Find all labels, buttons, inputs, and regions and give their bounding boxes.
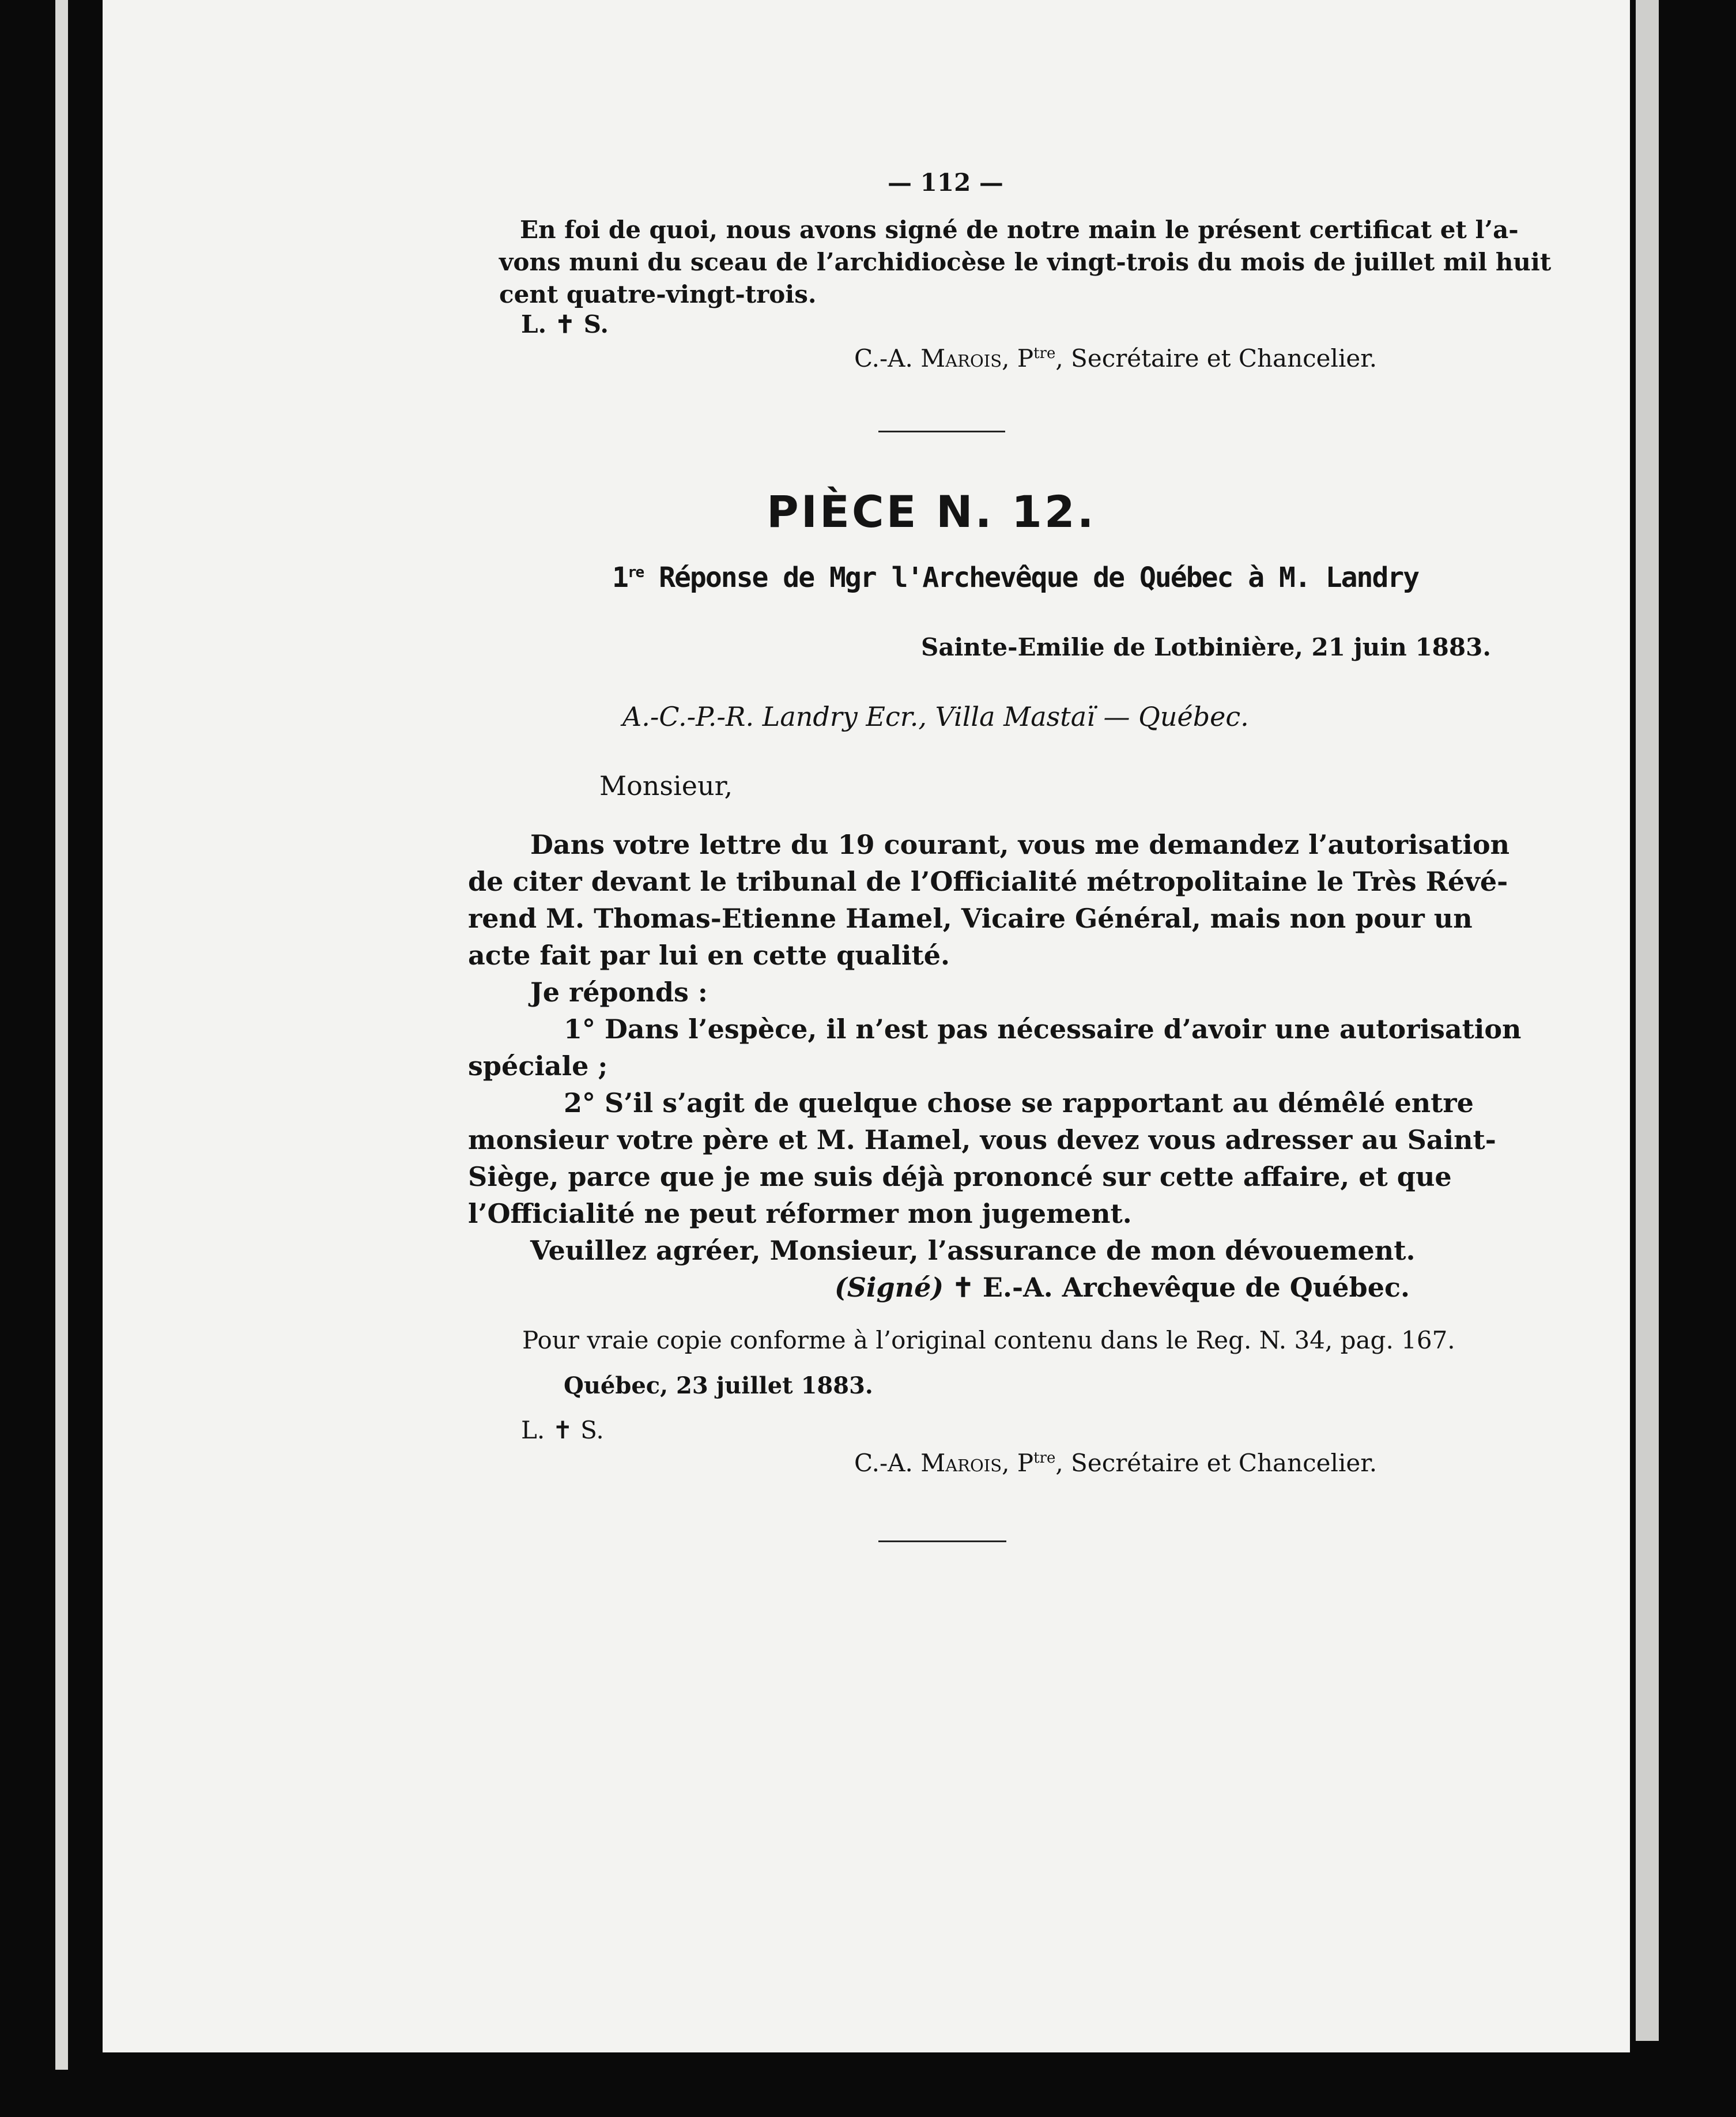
page-number: — 112 —	[888, 168, 1003, 197]
divider-bottom	[878, 1540, 1006, 1542]
dateline: Sainte-Emilie de Lotbinière, 21 juin 1883.	[921, 633, 1491, 661]
seal-top: L. ✝ S.	[521, 310, 609, 338]
closing-line: Veuillez agréer, Monsieur, l’assurance de mon dévouement.	[530, 1235, 1416, 1266]
page-edge-right	[1636, 0, 1659, 2041]
reply-line: Je réponds :	[530, 977, 708, 1008]
item-2-line-1: 2° S’il s’agit de quelque chose se rapportant au démêlé entre	[564, 1087, 1474, 1118]
body-line-4: acte fait par lui en cette qualité.	[468, 940, 950, 971]
page-edge-left	[55, 0, 68, 2070]
signature-bottom: C.-A. Marois, $P^{tre}$, Secrétaire et Chancelier.	[854, 1449, 1378, 1477]
signed-line: (Signé) ✝ E.-A. Archevêque de Québec.	[835, 1272, 1410, 1303]
seal-bottom: L. ✝ S.	[521, 1416, 604, 1444]
item-1-line-1: 1° Dans l’espèce, il n’est pas nécessaire d’avoir une autorisation	[564, 1014, 1522, 1045]
salutation: Monsieur,	[599, 770, 733, 801]
signature-top: C.-A. Marois, $P^{tre}$, Secrétaire et Chancelier.	[854, 344, 1378, 372]
place-date: Québec, 23 juillet 1883.	[564, 1372, 873, 1399]
top-paragraph-line-2: vons muni du sceau de l’archidiocèse le vingt-trois du mois de juillet mil huit	[499, 248, 1552, 276]
piece-subheading: 1re Réponse de Mgr l'Archevêque de Québec à M. Landry	[612, 562, 1419, 594]
item-2-line-3: Siège, parce que je me suis déjà prononcé sur cette affaire, et que	[468, 1161, 1452, 1192]
top-paragraph-line-3: cent quatre-vingt-trois.	[499, 280, 817, 308]
piece-heading: PIÈCE N. 12.	[767, 486, 1096, 537]
body-line-1: Dans votre lettre du 19 courant, vous me demandez l’autorisation	[530, 829, 1510, 860]
item-1-line-2: spéciale ;	[468, 1050, 608, 1082]
item-2-line-2: monsieur votre père et M. Hamel, vous devez vous adresser au Saint-	[468, 1124, 1496, 1155]
item-2-line-4: l’Officialité ne peut réformer mon jugement.	[468, 1198, 1132, 1229]
body-line-3: rend M. Thomas-Etienne Hamel, Vicaire Général, mais non pour un	[468, 903, 1473, 934]
copy-note: Pour vraie copie conforme à l’original contenu dans le Reg. N. 34, pag. 167.	[522, 1326, 1455, 1354]
addressee: A.-C.-P.-R. Landry Ecr., Villa Mastaï — Québec.	[622, 701, 1249, 732]
divider-top	[878, 431, 1005, 432]
top-paragraph-line-1: En foi de quoi, nous avons signé de notre main le présent certificat et l’a-	[520, 216, 1519, 244]
body-line-2: de citer devant le tribunal de l’Officialité métropolitaine le Très Révé-	[468, 866, 1508, 897]
